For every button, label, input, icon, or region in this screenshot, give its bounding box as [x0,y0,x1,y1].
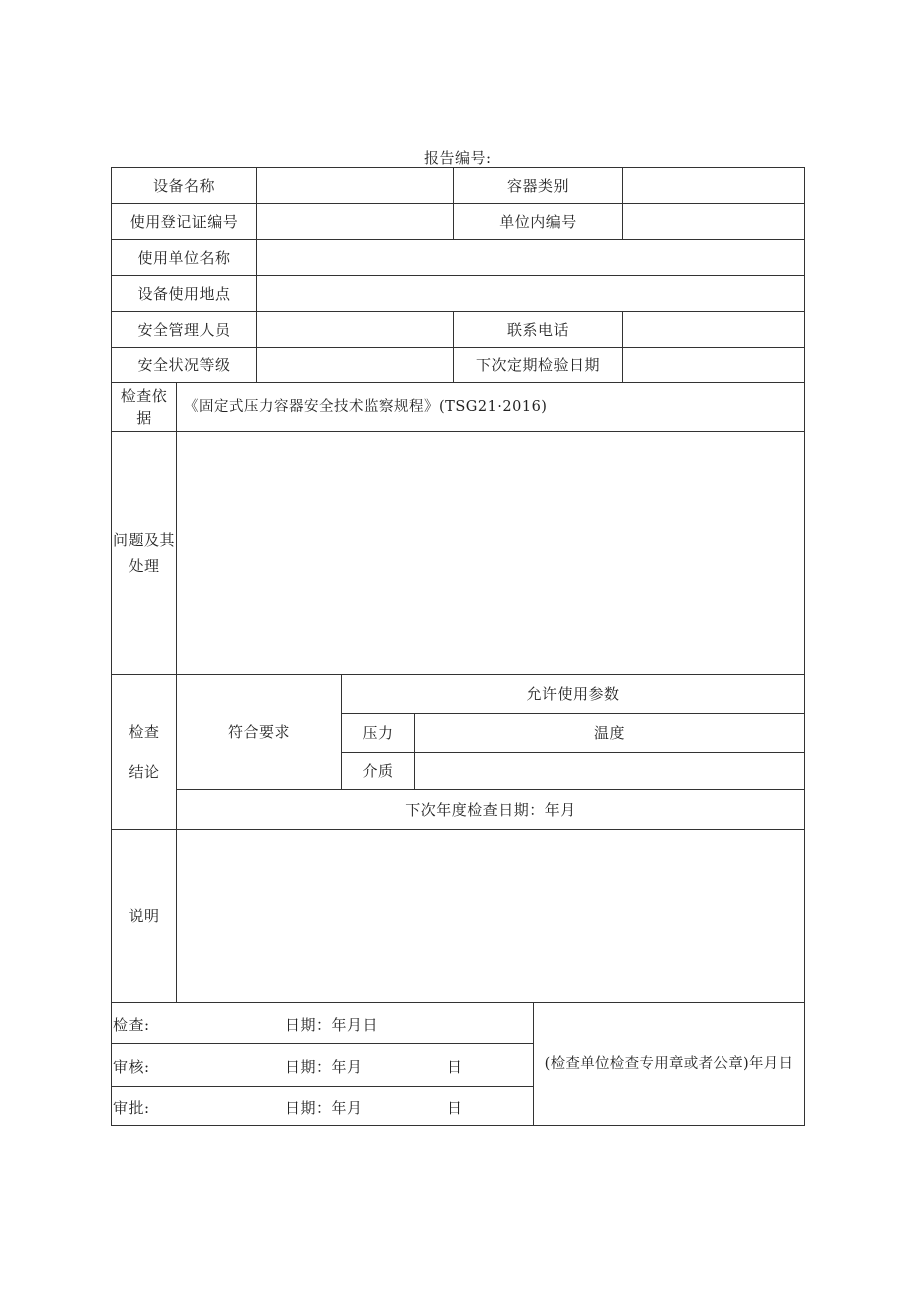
notes-label: 说明 [128,907,160,925]
next-annual-check-date: 下次年度检查日期：年月 [405,800,576,819]
basis-label-line2: 据 [136,409,152,427]
medium-value[interactable] [415,753,804,789]
registration-no-label: 使用登记证编号 [129,212,239,231]
approve-day: 日 [447,1099,463,1117]
next-periodic-date-value[interactable] [623,348,804,382]
review-day: 日 [447,1058,463,1076]
check-label: 检查: [113,1016,150,1034]
registration-no-value[interactable] [257,204,453,239]
check-date: 日期：年月日 [285,1016,379,1034]
device-location-value[interactable] [257,276,804,311]
conclusion-label-line2: 结论 [128,763,160,781]
review-date: 日期：年月 [285,1058,363,1076]
user-unit-name-value[interactable] [257,240,804,275]
safety-grade-label: 安全状况等级 [137,356,231,374]
temperature-label: 温度 [593,724,625,742]
allowed-params-heading: 允许使用参数 [526,685,620,703]
internal-no-value[interactable] [623,204,804,239]
vessel-category-value[interactable] [623,168,804,203]
safety-manager-label: 安全管理人员 [137,320,231,339]
notes-content-area[interactable] [177,830,804,1002]
approve-date: 日期：年月 [285,1099,363,1117]
issues-label [112,432,176,674]
basis-text: 《固定式压力容器安全技术监察规程》(TSG21·2016) [184,399,548,415]
internal-no-label: 单位内编号 [499,212,577,231]
issues-label-line1: 问题及其 [112,531,175,549]
device-location-label: 设备使用地点 [137,284,231,303]
next-periodic-date-label: 下次定期检验日期 [475,356,600,374]
issues-content-area[interactable] [177,432,804,674]
approve-label: 审批: [113,1099,150,1117]
contact-phone-label: 联系电话 [506,320,569,339]
basis-label-line1: 检查依 [120,387,168,405]
conclusion-label-line1: 检查 [128,723,160,741]
conclusion-label [112,675,176,829]
report-number-label: 报告编号: [424,149,492,167]
safety-manager-value[interactable] [257,312,453,347]
meets-requirements-text: 符合要求 [227,723,290,741]
basis-label [112,383,176,431]
contact-phone-value[interactable] [623,312,804,347]
review-label: 审核: [113,1058,150,1076]
user-unit-name-label: 使用单位名称 [137,248,231,267]
seal-area-text: (检查单位检查专用章或者公章)年月日 [544,1056,794,1072]
safety-grade-value[interactable] [257,348,453,382]
device-name-label: 设备名称 [152,176,215,195]
vessel-category-label: 容器类别 [506,176,569,195]
issues-label-line2: 处理 [128,557,160,575]
pressure-label: 压力 [362,724,394,742]
medium-label: 介质 [362,762,394,780]
device-name-value[interactable] [257,168,453,203]
